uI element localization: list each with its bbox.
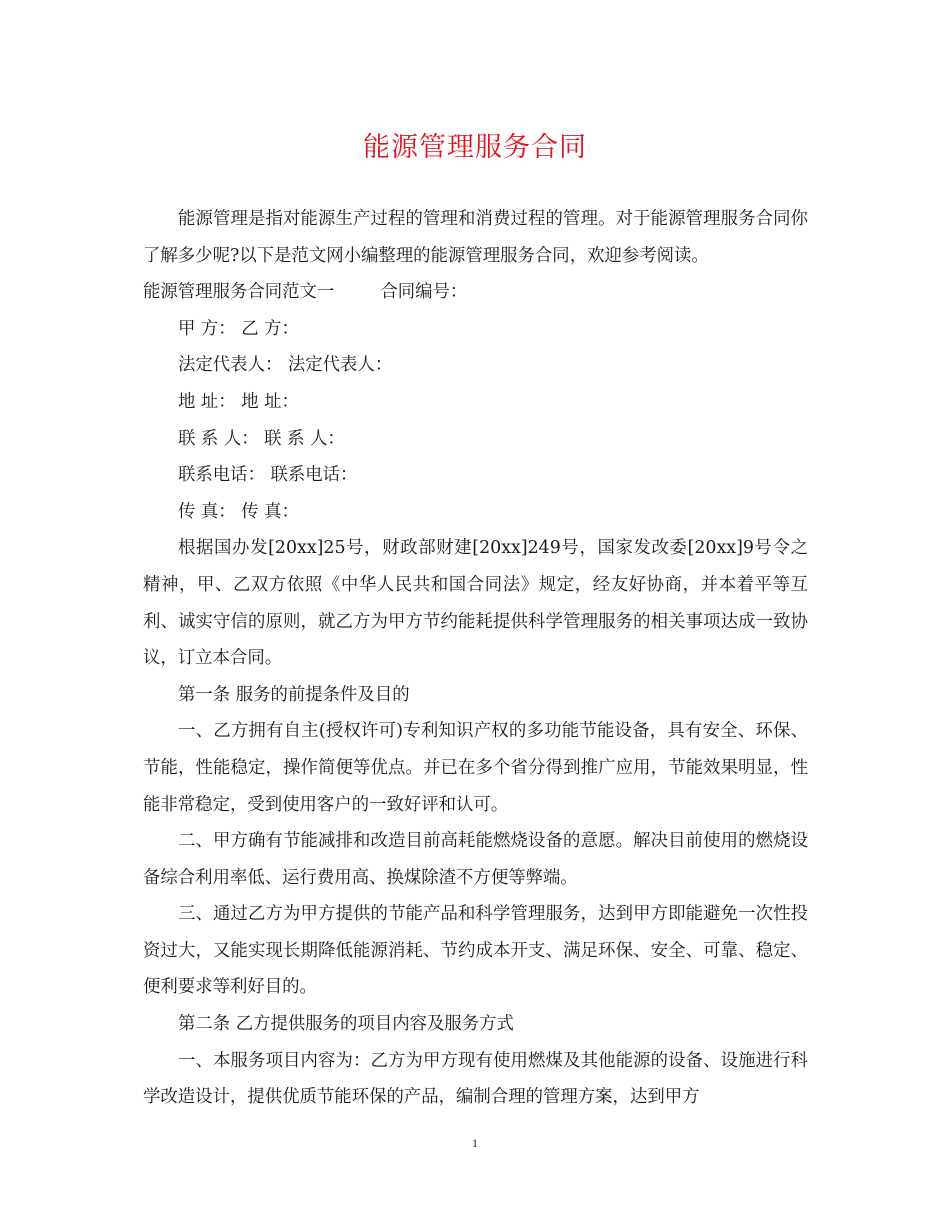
article-1-item: 二、甲方确有节能减排和改造目前高耗能燃烧设备的意愿。解决目前使用的燃烧设备综合利用率低、运行费用高、换煤除渣不方便等弊端。 (143, 831, 808, 888)
intro-paragraph: 能源管理是指对能源生产过程的管理和消费过程的管理。对于能源管理服务合同你了解多少呢?以下是范文网小编整理的能源管理服务合同，欢迎参考阅读。 (143, 209, 808, 266)
address-line: 地 址： 地 址： (178, 391, 299, 412)
contract-number-label: 合同编号： (380, 282, 468, 303)
phone-line: 联系电话： 联系电话： (178, 465, 358, 486)
article-2-title: 第二条 乙方提供服务的项目内容及服务方式 (178, 1014, 514, 1035)
article-1-title: 第一条 服务的前提条件及目的 (178, 684, 410, 705)
preamble-paragraph: 根据国办发[20xx]25号，财政部财建[20xx]249号，国家发改委[20xx]9号令之精神，甲、乙双方依照《中华人民共和国合同法》规定，经友好协商，并本着平等互利、诚实守信的原则，就乙方为甲方节约能耗提供科学管理服务的相关事项达成一致协议，订立本合同。 (143, 538, 808, 669)
fax-line: 传 真： 传 真： (178, 501, 299, 522)
page-number: 1 (472, 1136, 478, 1150)
sample-title: 能源管理服务合同范文一 (143, 282, 335, 303)
article-1-item: 三、通过乙方为甲方提供的节能产品和科学管理服务，达到甲方即能避免一次性投资过大，又能实现长期降低能源消耗、节约成本开支、满足环保、安全、可靠、稳定、便利要求等利好目的。 (143, 904, 808, 998)
article-2-item: 一、本服务项目内容为：乙方为甲方现有使用燃煤及其他能源的设备、设施进行科学改造设计，提供优质节能环保的产品，编制合理的管理方案，达到甲方 (143, 1050, 808, 1108)
party-line: 甲 方： 乙 方： (178, 318, 299, 339)
contact-line: 联 系 人： 联 系 人： (178, 428, 345, 449)
article-1-item: 一、乙方拥有自主(授权许可)专利知识产权的多功能节能设备，具有安全、环保、节能，性能稳定，操作简便等优点。并已在多个省分得到推广应用，节能效果明显，性能非常稳定，受到使用客户的一致好评和认可。 (143, 721, 808, 815)
document-body (143, 201, 808, 1116)
document-title: 能源管理服务合同 (363, 132, 587, 163)
sample-heading-line (143, 274, 808, 311)
legal-rep-line: 法定代表人： 法定代表人： (178, 355, 393, 376)
